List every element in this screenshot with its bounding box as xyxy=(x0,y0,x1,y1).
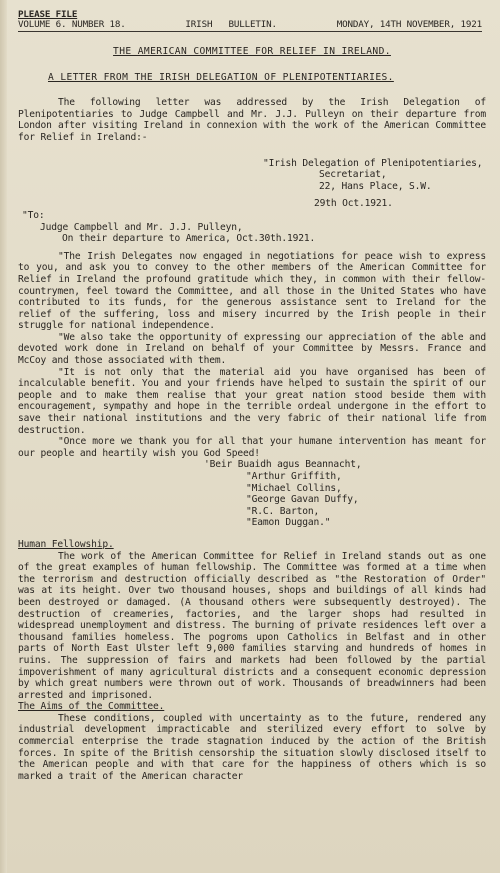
section-paragraph: These conditions, coupled with uncertainty as to the future, rendered any industrial development impracticable and sterilized every effort to solve by commercial enterprise the trade stagnation induced by the action of the British forces. In spite of the British censorship the situation slowly disclosed itself to the American people and with that care for the happiness of others which is so marked a trait of the American character xyxy=(18,712,486,782)
section-heading: The Aims of the Committee. xyxy=(18,701,165,713)
letter-paragraph: "The Irish Delegates now engaged in negotiations for peace wish to express to you, and ask you to convey to the other members of the American Committee for Relief in Ireland the profound gratitude which they, in common with their fellow-countrymen, feel toward the Committee, and all those in the United States who have contributed to its funds, for the generous assistance sent to Ireland for the relief of the suffering, loss and misery incurred by the Irish people in their struggle for national independence. xyxy=(18,250,486,332)
page-edge-shadow xyxy=(0,0,7,873)
section-heading: Human Fellowship. xyxy=(18,538,114,550)
address-line: Secretariat, xyxy=(319,169,387,181)
letter-occasion: On their departure to America, Oct.30th.1921. xyxy=(62,233,316,245)
letter-date: 29th Oct.1921. xyxy=(314,198,393,210)
letter-paragraph: "Once more we thank you for all that your humane intervention has meant for our people and heartily wish you God Speed! xyxy=(18,436,486,459)
signatory: "Michael Collins, xyxy=(246,482,342,494)
volume-number: VOLUME 6. NUMBER 18. xyxy=(18,19,126,30)
please-file-label: PLEASE FILE xyxy=(18,9,78,20)
publication-name: IRISH BULLETIN. xyxy=(185,19,277,30)
letter-closing: 'Beir Buaidh agus Beannacht, xyxy=(204,459,362,471)
to-label: "To: xyxy=(22,209,45,221)
page-subtitle: A LETTER FROM THE IRISH DELEGATION OF PLENIPOTENTIARIES. xyxy=(48,71,394,83)
signatory: "R.C. Barton, xyxy=(246,505,320,517)
page-title: THE AMERICAN COMMITTEE FOR RELIEF IN IRELAND. xyxy=(113,46,391,57)
signatory: "Eamon Duggan." xyxy=(246,517,331,529)
letter-paragraph: "We also take the opportunity of expressing our appreciation of the able and devoted work done in Ireland on behalf of your Committee by Messrs. France and McCoy and those associated with them. xyxy=(18,331,486,367)
intro-paragraph: The following letter was addressed by the Irish Delegation of Plenipotentiaries to Judge Campbell and Mr. J.J. Pulleyn on their departure from London after visiting Ireland in connexion with the work of the American Committee for Relief in Ireland:- xyxy=(18,97,486,143)
signatory-list xyxy=(18,471,486,529)
signatory: "Arthur Griffith, xyxy=(246,471,342,482)
letter-recipient: Judge Campbell and Mr. J.J. Pulleyn, xyxy=(40,221,243,233)
letter-address xyxy=(18,158,486,193)
section-paragraph: The work of the American Committee for Relief in Ireland stands out as one of the great examples of human fellowship. The Committee was formed at a time when the terrorism and destruction officially described as "the Restoration of Order" was at its height. Over two thousand houses, shops and buildings of all kinds had been destroyed or damaged. (A thousand others were subsequently destroyed). The destruction of creameries, factories, and the larger shops had resulted in widespread unemployment and distress. The burning of private residences left over a thousand families homeless. The pogroms upon Catholics in Belfast and in other parts of North East Ulster left 9,000 families starving and hundreds of homes in ruins. The suppression of fairs and markets had been followed by the partial impoverishment of many agricultural districts and a consequent economic depression by which great numbers were thrown out of work. Thousands of breadwinners had been arrested and imprisoned. xyxy=(18,550,486,701)
bulletin-header xyxy=(18,20,482,32)
address-line: "Irish Delegation of Plenipotentiaries, xyxy=(263,157,483,169)
address-line: 22, Hans Place, S.W. xyxy=(319,180,432,192)
issue-date: MONDAY, 14TH NOVEMBER, 1921 xyxy=(336,19,482,30)
signatory: "George Gavan Duffy, xyxy=(246,494,359,506)
letter-paragraph: "It is not only that the material aid you have organised has been of incalculable benefit. You and your friends have helped to sustain the spirit of our people and to make them realise that your great nation stood beside them with encouragement, sympathy and hope in the terrible ordeal undergone in the effort to save their national institutions and the very fabric of their national life from destruction. xyxy=(18,366,486,436)
